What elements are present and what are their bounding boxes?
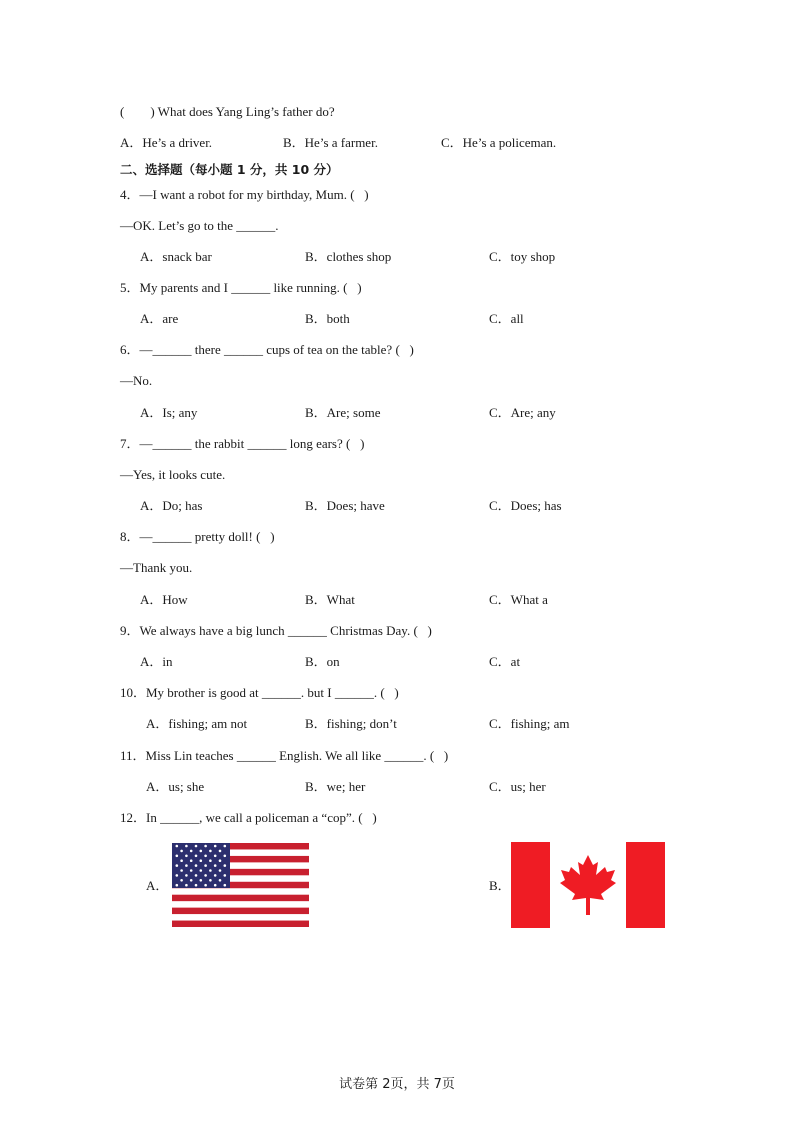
usa-flag-star <box>185 855 188 858</box>
usa-flag-star <box>214 884 217 887</box>
question-6-line-2: —No. <box>120 373 153 388</box>
usa-flag-star <box>190 859 193 862</box>
option-5a: A．are <box>140 311 179 326</box>
option-8a: A．How <box>140 592 188 607</box>
usa-flag-star <box>180 850 183 853</box>
question-9-line-1: 9．We always have a big lunch ______ Christmas Day. ( ) <box>120 623 432 638</box>
section-title: 二、选择题（每小题 1 分，共 10 分） <box>120 162 339 177</box>
usa-flag-star <box>219 869 222 872</box>
option-11c: C．us; her <box>489 779 546 794</box>
usa-flag-star <box>180 869 183 872</box>
usa-flag-star <box>195 864 198 867</box>
option-12a-label: A． <box>146 878 169 893</box>
usa-flag-star <box>176 874 179 877</box>
usa-flag-stripe <box>172 921 309 927</box>
usa-flag-star <box>214 864 217 867</box>
option-9b: B．on <box>305 654 340 669</box>
usa-flag-star <box>185 884 188 887</box>
usa-flag-star <box>214 855 217 858</box>
usa-flag-star <box>195 874 198 877</box>
option-10a: A．fishing; am not <box>146 716 248 731</box>
option-3a: A．He’s a driver. <box>120 135 213 150</box>
usa-flag-star <box>200 850 203 853</box>
usa-flag-icon <box>172 843 309 927</box>
usa-flag-star <box>224 855 227 858</box>
usa-flag-stripe <box>172 895 309 901</box>
usa-flag-star <box>214 845 217 848</box>
option-7a: A．Do; has <box>140 498 203 513</box>
question-7-line-1: 7．—______ the rabbit ______ long ears? ( ) <box>120 436 365 451</box>
usa-flag-star <box>209 850 212 853</box>
question-6-line-1: 6．—______ there ______ cups of tea on the table? ( ) <box>120 342 414 357</box>
usa-flag-star <box>185 864 188 867</box>
usa-flag-star <box>200 869 203 872</box>
option-8c: C．What a <box>489 592 548 607</box>
usa-flag-star <box>180 879 183 882</box>
option-9a: A．in <box>140 654 173 669</box>
usa-flag-stripe <box>172 908 309 914</box>
usa-flag-star <box>219 850 222 853</box>
usa-flag-star <box>204 874 207 877</box>
option-10b: B．fishing; don’t <box>305 716 397 731</box>
option-5c: C．all <box>489 311 524 326</box>
option-6c: C．Are; any <box>489 405 556 420</box>
usa-flag-star <box>195 884 198 887</box>
usa-flag-star <box>224 864 227 867</box>
usa-flag-star <box>176 845 179 848</box>
question-12-line-1: 12．In ______, we call a policeman a “cop”. ( ) <box>120 810 377 825</box>
usa-flag-star <box>209 869 212 872</box>
option-11a: A．us; she <box>146 779 205 794</box>
option-8b: B．What <box>305 592 355 607</box>
usa-flag-star <box>219 859 222 862</box>
usa-flag-star <box>204 855 207 858</box>
usa-flag-star <box>209 859 212 862</box>
usa-flag-star <box>195 855 198 858</box>
usa-flag-star <box>204 864 207 867</box>
question-7-line-2: —Yes, it looks cute. <box>120 467 226 482</box>
question-5-line-1: 5．My parents and I ______ like running. ( ) <box>120 280 362 295</box>
option-7b: B．Does; have <box>305 498 385 513</box>
usa-flag-star <box>180 859 183 862</box>
option-7c: C．Does; has <box>489 498 562 513</box>
usa-flag-star <box>190 879 193 882</box>
usa-flag-star <box>224 874 227 877</box>
question-4-line-1: 4．—I want a robot for my birthday, Mum. ( ) <box>120 187 369 202</box>
option-4c: C．toy shop <box>489 249 556 264</box>
option-11b: B．we; her <box>305 779 366 794</box>
page-footer: 试卷第 2页，共 7页 <box>339 1077 455 1092</box>
usa-flag-star <box>185 845 188 848</box>
usa-flag-star <box>190 869 193 872</box>
usa-flag-star <box>204 884 207 887</box>
option-4a: A．snack bar <box>140 249 212 264</box>
question-3-stem: ( ) What does Yang Ling’s father do? <box>120 104 335 119</box>
usa-flag-star <box>200 859 203 862</box>
usa-flag-star <box>209 879 212 882</box>
option-12b-label: B． <box>489 878 511 893</box>
usa-flag-star <box>176 855 179 858</box>
question-11-line-1: 11．Miss Lin teaches ______ English. We all like ______. ( ) <box>120 748 449 763</box>
option-5b: B．both <box>305 311 350 326</box>
question-8-line-2: —Thank you. <box>120 560 193 575</box>
question-8-line-1: 8．—______ pretty doll! ( ) <box>120 529 275 544</box>
option-10c: C．fishing; am <box>489 716 570 731</box>
usa-flag-star <box>214 874 217 877</box>
usa-flag-star <box>219 879 222 882</box>
usa-flag-star <box>224 845 227 848</box>
option-9c: C．at <box>489 654 521 669</box>
question-4-line-2: —OK. Let’s go to the ______. <box>120 218 279 233</box>
usa-flag-star <box>190 850 193 853</box>
usa-flag-star <box>176 884 179 887</box>
usa-flag-star <box>176 864 179 867</box>
usa-flag-star <box>204 845 207 848</box>
usa-flag-star <box>200 879 203 882</box>
option-6a: A．Is; any <box>140 405 198 420</box>
question-10-line-1: 10．My brother is good at ______. but I ______. ( ) <box>120 685 399 700</box>
option-4b: B．clothes shop <box>305 249 392 264</box>
usa-flag-star <box>185 874 188 877</box>
option-3c: C．He’s a policeman. <box>441 135 557 150</box>
canada-flag-icon <box>511 842 665 928</box>
option-6b: B．Are; some <box>305 405 381 420</box>
usa-flag-star <box>224 884 227 887</box>
option-3b: B．He’s a farmer. <box>283 135 378 150</box>
usa-flag-star <box>195 845 198 848</box>
